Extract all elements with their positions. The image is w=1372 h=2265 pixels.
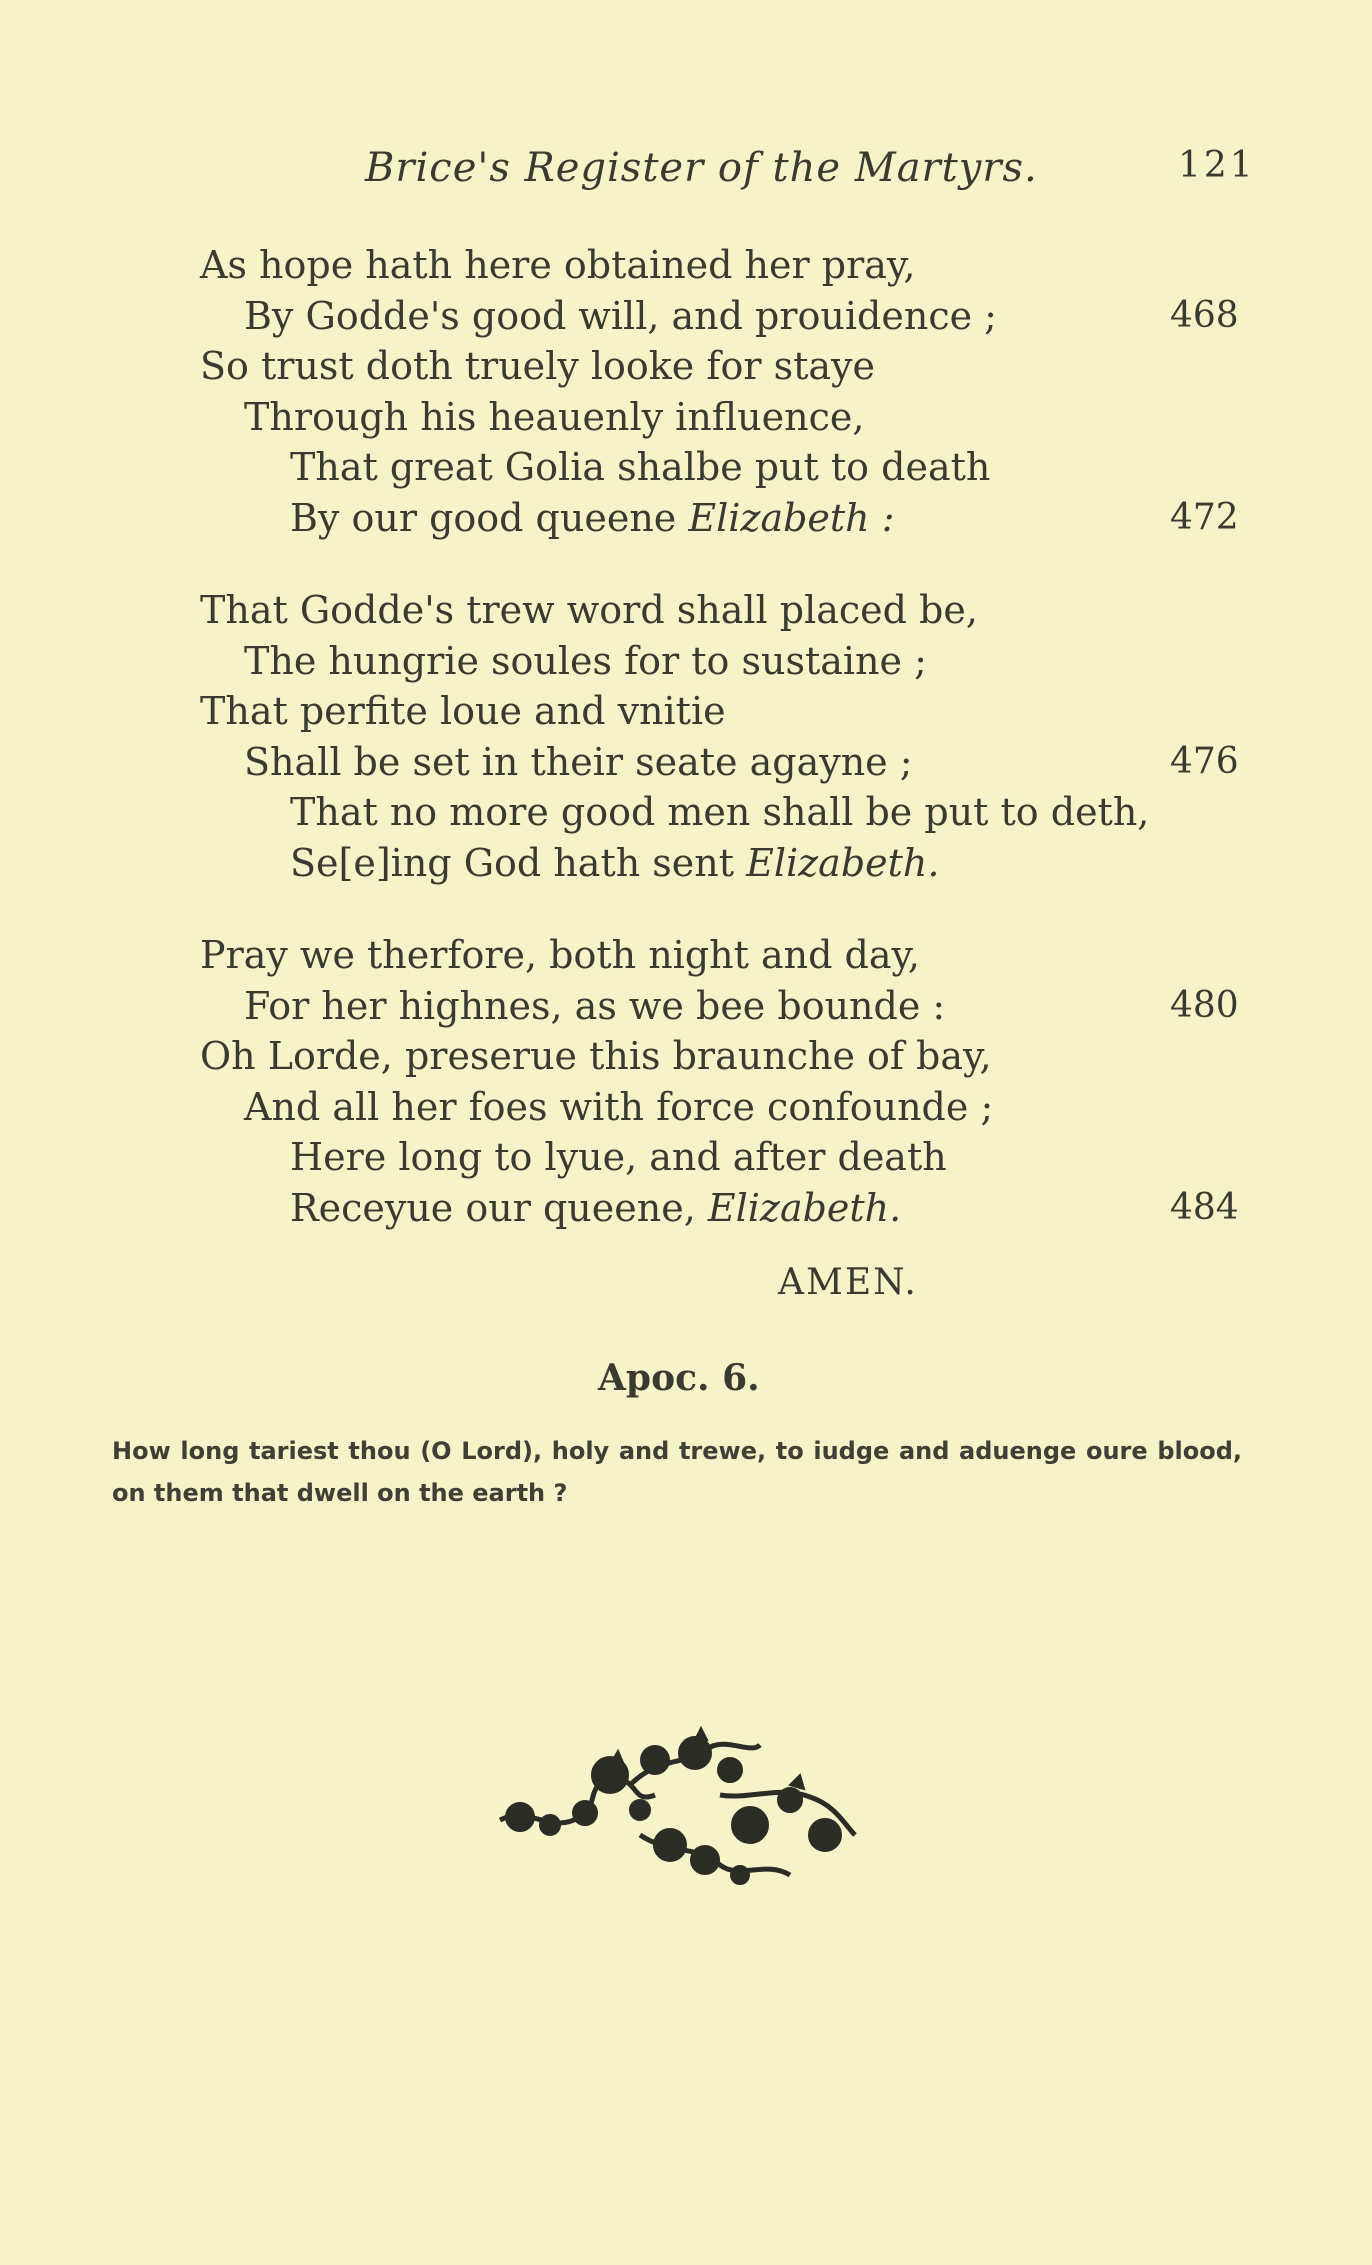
verse-line	[200, 930, 920, 980]
verse-text: Oh Lorde, preserue this braunche of bay,	[200, 1034, 992, 1078]
verse-line	[244, 1082, 993, 1132]
line-number: 480	[1170, 984, 1239, 1026]
verse-text: And all her foes with force confounde ;	[244, 1084, 994, 1129]
verse-line	[200, 341, 875, 391]
verse-text: For her highnes, as we bee bounde :	[244, 983, 946, 1028]
running-title: Brice's Register of the Martyrs.	[365, 145, 1038, 191]
verse-text: Se[e]ing God hath sent	[290, 840, 747, 885]
verse-italic-name: Elizabeth.	[746, 840, 940, 885]
verse-text: As hope hath here obtained her pray,	[200, 243, 916, 287]
page-number: 121	[1178, 145, 1256, 186]
verse-text: By Godde's good will, and prouidence ;	[244, 293, 997, 338]
verse-line	[290, 787, 1149, 837]
verse-text: That perfite loue and vnitie	[200, 689, 726, 733]
verse-text: The hungrie soules for to sustaine ;	[244, 638, 927, 683]
verse-line	[290, 1183, 901, 1233]
verse-line	[244, 737, 913, 787]
verse-text: By our good queene	[290, 495, 689, 540]
verse-line	[244, 392, 864, 442]
verse-line	[200, 1031, 992, 1081]
verse-text: Receyue our queene,	[290, 1185, 708, 1230]
verse-text: So trust doth truely looke for staye	[200, 344, 875, 388]
verse-line	[244, 636, 927, 686]
amen: AMEN.	[778, 1262, 918, 1303]
verse-line	[200, 686, 726, 736]
verse-italic-name: Elizabeth :	[688, 495, 895, 540]
verse-line	[200, 240, 915, 290]
scripture-note: How long tariest thou (O Lord), holy and trewe, to iudge and aduenge oure blood, on them that dwell on the earth ?	[112, 1437, 1242, 1507]
verse-line	[290, 493, 895, 543]
verse-text: Here long to lyue, and after death	[290, 1135, 947, 1179]
verse-line	[244, 291, 997, 341]
line-number: 484	[1170, 1186, 1239, 1228]
apoc-heading: Apoc. 6.	[598, 1357, 760, 1399]
floral-ornament-icon	[490, 1725, 860, 1895]
verse-text: Pray we therfore, both night and day,	[200, 933, 920, 977]
verse-line	[244, 981, 945, 1031]
line-number: 472	[1170, 496, 1239, 538]
line-number: 468	[1170, 294, 1239, 336]
verse-text: That Godde's trew word shall placed be,	[200, 588, 978, 632]
verse-line	[290, 838, 939, 888]
verse-text: That no more good men shall be put to deth,	[290, 790, 1150, 834]
verse-line	[200, 585, 978, 635]
verse-line	[290, 442, 990, 492]
verse-text: Shall be set in their seate agayne ;	[244, 739, 913, 784]
verse-line	[290, 1132, 947, 1182]
verse-text: Through his heauenly influence,	[244, 394, 865, 439]
verse-text: That great Golia shalbe put to death	[290, 445, 991, 489]
line-number: 476	[1170, 740, 1239, 782]
verse-italic-name: Elizabeth.	[707, 1185, 902, 1230]
page-header	[0, 145, 1372, 195]
